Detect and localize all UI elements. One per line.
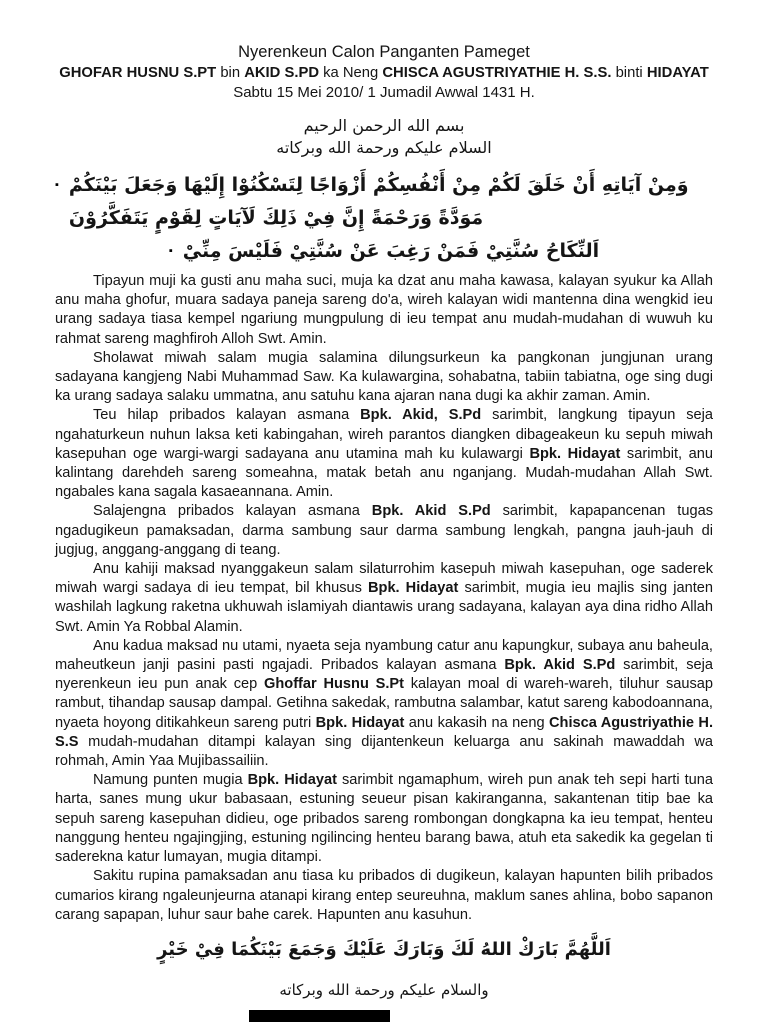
paragraph-sholawat: Sholawat miwah salam mugia salamina dilungsurkeun ka pangkonan jungjunan urang sadayana kangjeng Nabi Muhammad Saw. Ka kulawargina, sohabatna, tabiin tabiatna, oge sing dugi ka urang sadaya salaku ummatna, anu satuhu kana ajaran nana dugi ka akhir zaman. Amin. <box>55 349 713 405</box>
paragraph-second-intent-handover: Anu kadua maksad nu utami, nyaeta seja nyambung catur anu kapungkur, subaya anu baheula, maheutkeun janji pasini pasti ngajadi. Pribados kalayan asmana Bpk. Akid S.Pd sarimbit, seja nyerenkeun ieu pun anak cep Ghoffar Husnu S.Pt kalayan moal di wareh-wareh, tiluhur sausap rambut, tihandap sausap dampal. Getihna sakedak, rambutna salambar, katut sareng kabodoannana, nyaeta hoyong ditikahkeun sareng putri Bpk. Hidayat anu kakasih na neng Chisca Agustriyathie H. S.S mudah-mudahan ditampi kalayan sing dijantenkeun keluarga anu sakinah mawaddah wa rohmah, Amin Yaa Mujibassailiin. <box>55 637 713 770</box>
closing-dua-text: اَللَّهُمَّ بَارَكْ اللهُ لَكَ وَبَارَكَ عَلَيْكَ وَجَمَعَ بَيْنَكُمَا فِيْ خَيْرٍ <box>157 938 611 960</box>
hadith-verse-item-2 <box>55 235 713 268</box>
event-date-line: Sabtu 15 Mei 2010/ 1 Jumadil Awwal 1431 H. <box>233 84 535 101</box>
closing-salam-text: والسلام عليكم ورحمة الله وبركاته <box>279 980 489 999</box>
hadith-verse-2-text: اَلنِّكَاحُ سُنَّتِيْ فَمَنْ رَغِبَ عَنْ سُنَّتِيْ فَلَيْسَ مِنِّيْ <box>182 240 600 262</box>
paragraph-first-intent: Anu kahiji maksad nyanggakeun salam silaturrohim kasepuh miwah kasepuhan, oge saderek miwah wargi sadaya di ieu tempat, bil khusus Bpk. Hidayat sarimbit, mugia ieu majlis sing janten washilah lagkung raketna ukhuwah islamiyah diantawis urang sadayana, kalayan aya dina ridho Allah Swt. Amin Ya Robbal Alamin. <box>55 561 713 635</box>
paragraph-delegated-task: Salajengna pribados kalayan asmana Bpk. Akid S.Pd sarimbit, kapapancenan tugas ngadugikeun pamaksadan, darma sambung saur darma sambung lengkah, pangna jauh-jauh di jugjug, anggang-anggang di teang. <box>55 503 714 558</box>
bismillah-text: بسم الله الرحمن الرحيم <box>303 116 465 135</box>
square-bullet-icon: ▪ <box>168 245 173 257</box>
paragraph-opening-praise: Tipayun muji ka gusti anu maha suci, muja ka dzat anu maha kawasa, kalayan syukur ka Allah anu maha ghofur, muara sadaya paneja sareng do'a, wireh kalayan widi mantenna dina wengkid ieu urang sadaya tiasa kempel ngariung mungpulung di ieu tempat anu mudah-mudahan di wuwuh ku rahmat sareng maghfiroh Alloh Swt. Amin. <box>55 273 713 347</box>
paragraph-closing-apology: Sakitu rupina pamaksadan anu tiasa ku pribados di dugikeun, kalayan hapunten bilih pribados cumarios kirang ngaleunjeurna atanapi kirang entep seureuhna, maklum sanes ahlina, bobo sapanon carang sapapan, luhur saur bahe carek. Hapunten anu kasuhun. <box>55 868 713 923</box>
couple-names-line: GHOFAR HUSNU S.PT bin AKID S.PD ka Neng CHISCA AGUSTRIYATHIE H. S.S. binti HIDAYAT <box>59 65 709 81</box>
scan-artifact-bar <box>249 1010 390 1022</box>
paragraph-apology-request: Namung punten mugia Bpk. Hidayat sarimbit ngamaphum, wireh pun anak teh sepi harti tuna harta, sanes mung ukur babasaan, estuning seueur pisan kakiranganna, sakantenan titip bae ka sepuh sareng kasepuhan didieu, oge pribados sareng rombongan dongkapna ka ieu tempat, henteu nanggung henteu ngajingjing, estuning ngilincing henteu barang bawa, atuh eta sakedik ka gegelan ti saderekna katur lumayan, mugia ditampi. <box>55 772 713 866</box>
quran-verse-1-text: وَمِنْ آيَاتِهِ أَنْ خَلَقَ لَكُمْ مِنْ أَنْفُسِكُمْ أَزْوَاجًا لِتَسْكُنُوْا إِلَيْهَا وَجَعَلَ بَيْنَكُمْ مَوَدَّةً وَرَحْمَةً إِنَّ فِيْ ذَلِكَ لَآيَاتٍ لِقَوْمٍ يَتَفَكَّرُوْنَ <box>68 174 689 229</box>
quran-verse-item-1 <box>55 169 713 235</box>
paragraph-thanks-to-host: Teu hilap pribados kalayan asmana Bpk. Akid, S.Pd sarimbit, langkung tipayun seja ngahaturkeun nuhun laksa keti kabingahan, wireh parantos diangken dibageakeun ku sepuh miwah kasepuhan oge wargi-wargi sadayana anu utamina mah ku kulawargi Bpk. Hidayat sarimbit, anu kalintang darehdeh sareng someahna, matak betah anu nganjang. Mudah-mudahan Allah Swt. ngabales kana sagala kasaeannana. Amin. <box>55 407 714 501</box>
document-title: Nyerenkeun Calon Panganten Pameget <box>238 43 530 61</box>
opening-salam-text: السلام عليكم ورحمة الله وبركاته <box>276 138 492 157</box>
quran-verses-section <box>55 169 713 268</box>
speech-body <box>55 272 713 925</box>
square-bullet-icon: ▪ <box>55 179 59 191</box>
